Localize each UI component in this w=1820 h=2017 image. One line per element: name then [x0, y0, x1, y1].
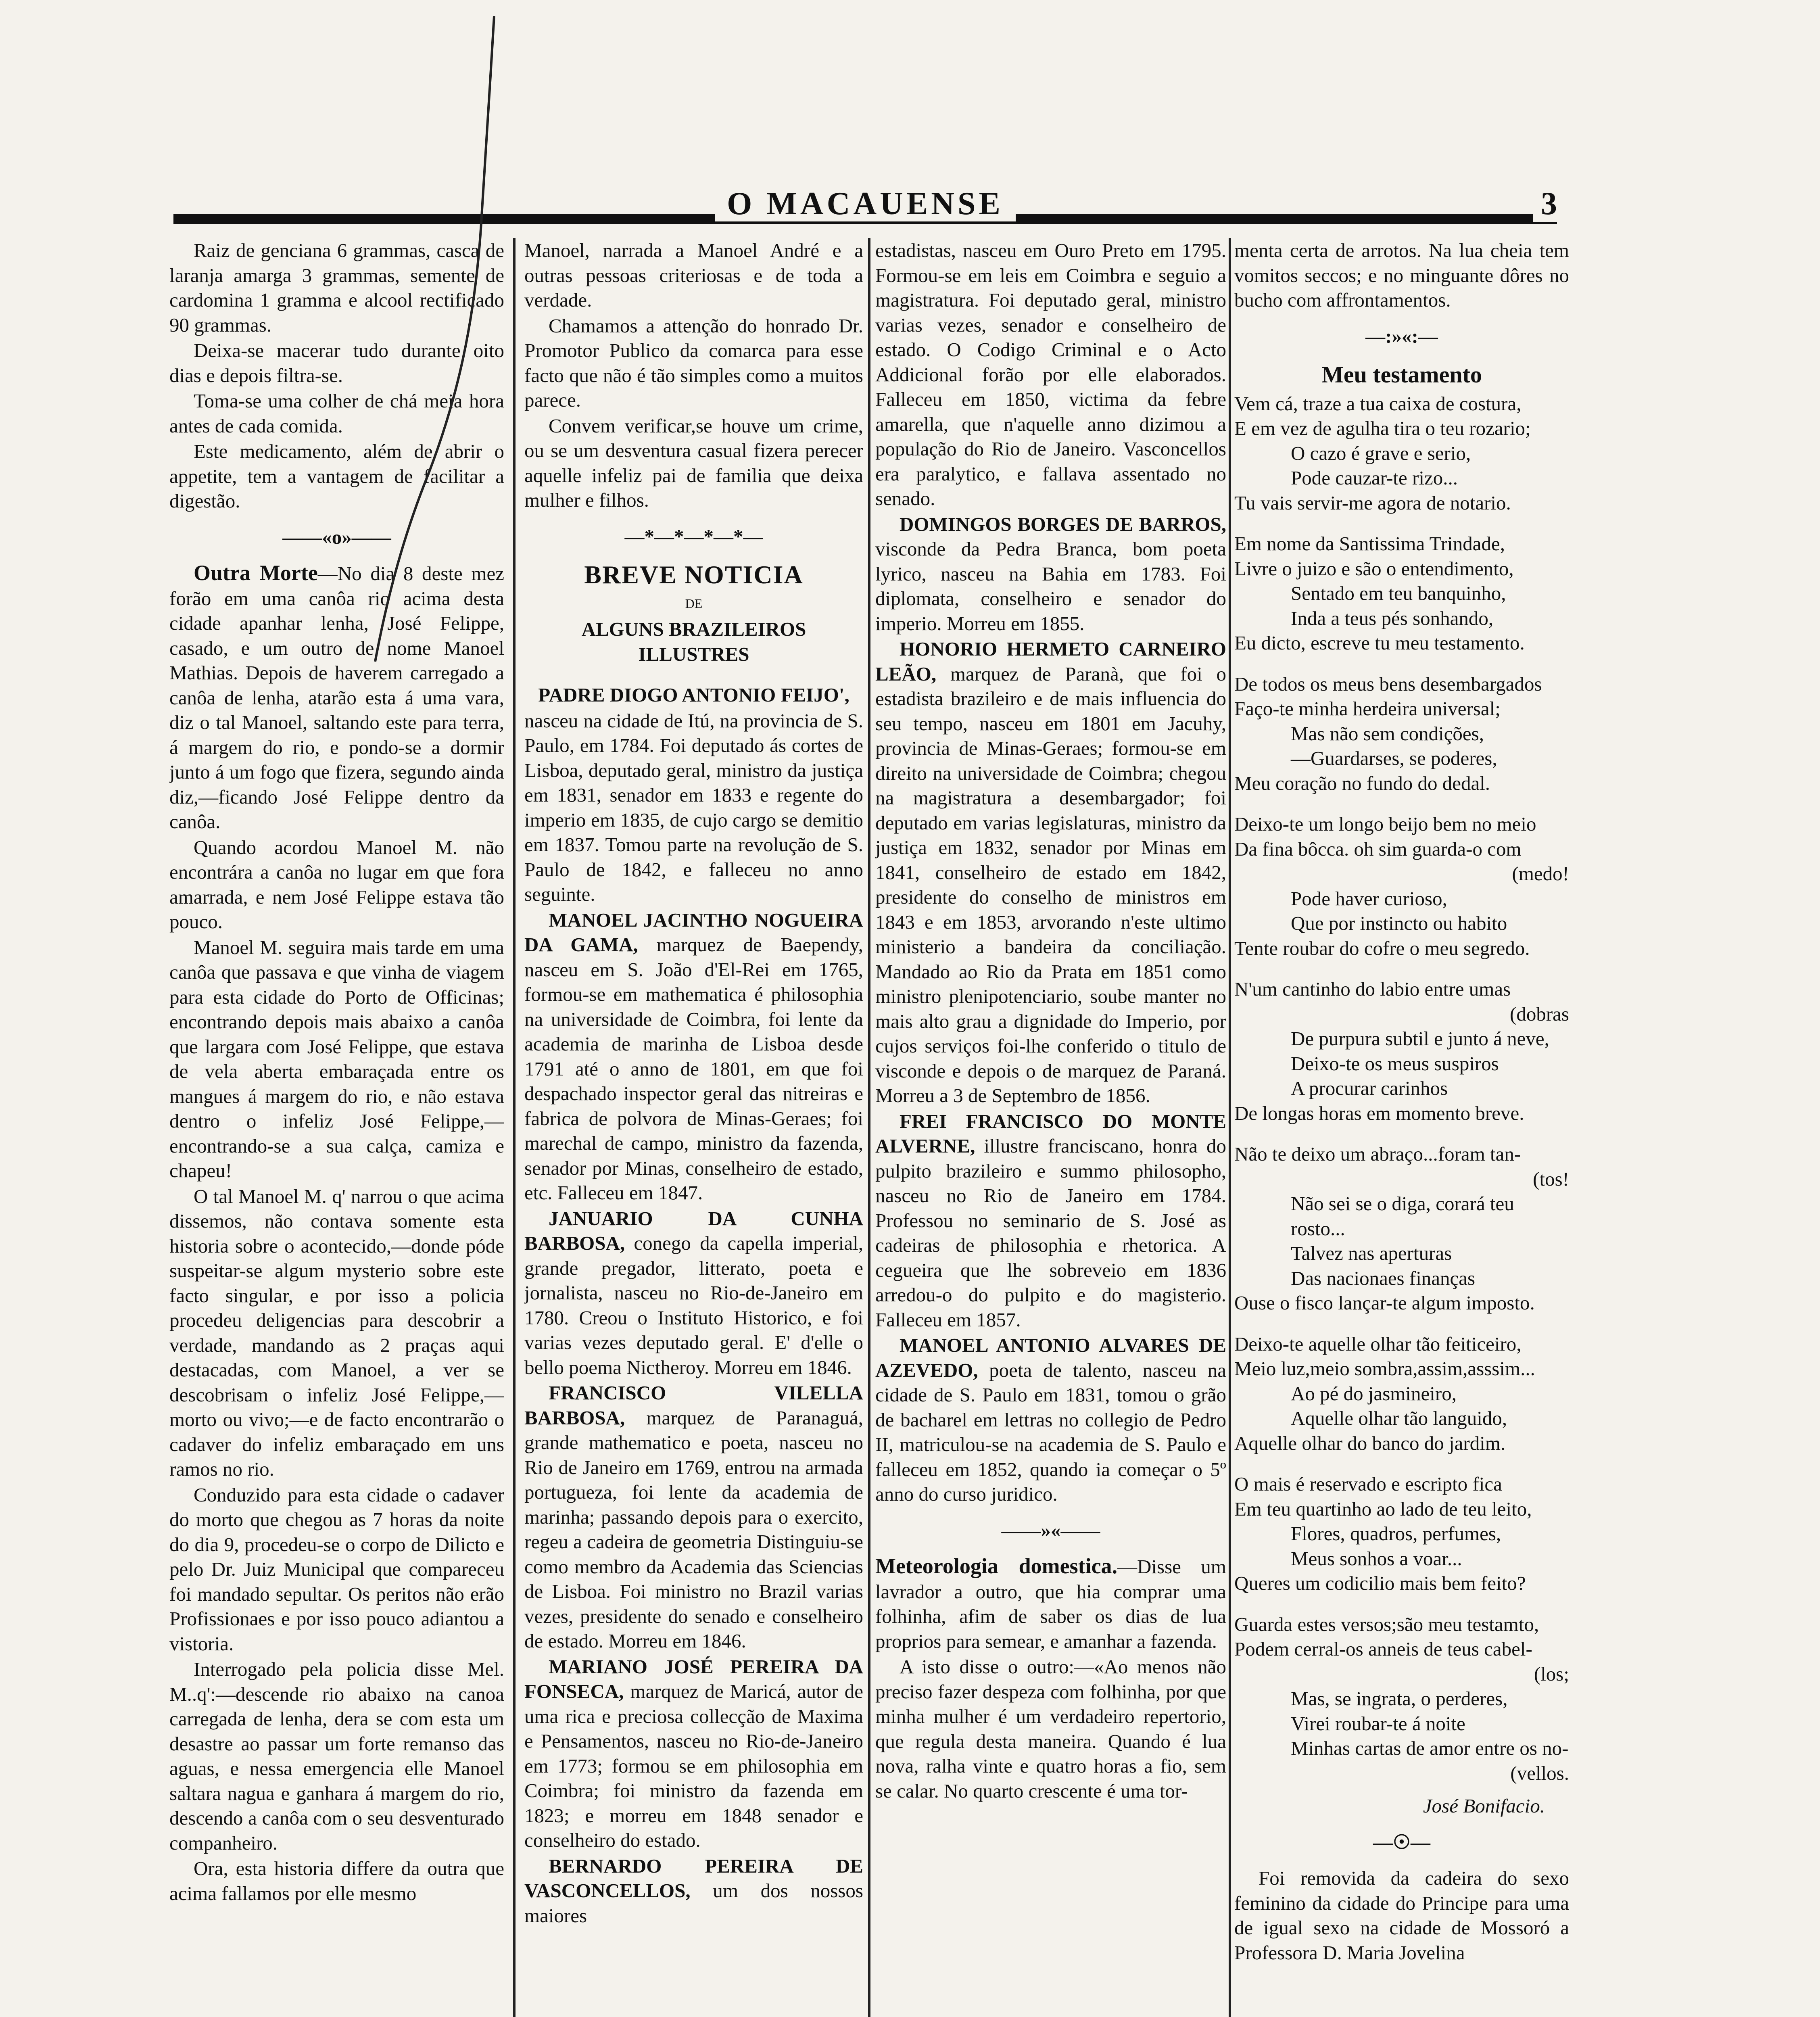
- stanza-gap: [1234, 515, 1569, 531]
- paragraph: Este medicamento, além de abrir o appetite, tem a vantagem de facilitar a digestão.: [169, 440, 504, 512]
- column-4: [1234, 238, 1569, 2017]
- poem-line: Meio luz,meio sombra,assim,asssim...: [1234, 1357, 1535, 1380]
- entry-text: conego da capella imperial, grande pregador, litterato, poeta e jornalista, nasceu no Rio-de-Janeiro em 1780. Creou o Instituto Historico, e foi varias vezes deputado geral. E' d'elle o bello poema Nictheroy. Morreu em 1846.: [524, 1232, 863, 1378]
- entry-name: FREI FRANCISCO DO MONTE ALVERNE,: [875, 1110, 1226, 1157]
- column-2: [524, 238, 863, 2017]
- poem-line: Livre o juizo e são o entendimento,: [1234, 557, 1514, 580]
- poem-line: (vellos.: [1510, 1762, 1569, 1784]
- poem-line: O mais é reservado e escripto fica: [1234, 1473, 1502, 1495]
- paragraph: estadistas, nasceu em Ouro Preto em 1795. Formou-se em leis em Coimbra e seguio a magistratura. Foi deputado geral, ministro varias vezes, senador e conselheiro de estado. O Codigo Criminal e o Acto Addicional forão por elle elaborados. Falleceu em 1850, victima da febre amarella, que n'aquelle anno dizimou a população do Rio de Janeiro. Vasconcellos era paralytico, e fallava assentado no senado.: [875, 239, 1226, 509]
- poem-line: Meu coração no fundo do dedal.: [1234, 772, 1490, 794]
- stanza-gap: [1234, 796, 1569, 812]
- column-divider: [868, 238, 870, 2017]
- poem-line: Virei roubar-te á noite: [1291, 1712, 1465, 1735]
- separator: —☉—: [1373, 1831, 1430, 1853]
- poem-line: (medo!: [1512, 862, 1569, 885]
- entry-text: marquez de Baependy, nasceu em S. João d'El-Rei em 1765, formou-se em mathematica é philosophia na universidade de Coimbra, foi lente da academia de marinha de Lisboa desde 1791 até o anno de 1801, em que foi despachado inspector geral das nitreiras e fabrica de polvora de Minas-Geraes; foi marechal de campo, ministro da fazenda, senador por Minas, conselheiro de estado, etc. Falleceu em 1847.: [524, 933, 863, 1204]
- poem-line: Mas não sem condições,: [1291, 722, 1484, 745]
- poem-line: Da fina bôcca. oh sim guarda-o com: [1234, 837, 1522, 860]
- poem-line: De purpura subtil e junto á neve,: [1291, 1027, 1549, 1050]
- page-number: 3: [1533, 186, 1557, 222]
- separator: ——»«——: [1001, 1519, 1100, 1541]
- article-meteorologia: [875, 1554, 1226, 1654]
- entry: [875, 1333, 1226, 1507]
- column-divider: [513, 238, 516, 2017]
- poem-line: Vem cá, traze a tua caixa de costura,: [1234, 392, 1522, 415]
- poem-signature: José Bonifacio.: [1423, 1795, 1545, 1817]
- poem-line: Tu vais servir-me agora de notario.: [1234, 491, 1511, 514]
- paragraph: Chamamos a attenção do honrado Dr. Promotor Publico da comarca para esse facto que não é tão simples como a muitos parece.: [524, 314, 863, 411]
- paragraph: O tal Manoel M. q' narrou o que acima dissemos, não contava somente esta historia sobre o acontecido,—donde póde suspeitar-se algum mysterio sobre este facto singular, e por isso a policia procedeu deligencias para descobrir a verdade, mandando as 2 praças aqui destacadas, com Manoel, a ver se descobrisam o infeliz José Felippe,—morto ou vivo;—e de facto encontrarão o cadaver do infeliz embaraçado em uns ramos no rio.: [169, 1185, 504, 1480]
- poem-line: Deixo-te um longo beijo bem no meio: [1234, 813, 1536, 835]
- poem-line: O cazo é grave e serio,: [1291, 442, 1471, 464]
- column-1: [169, 238, 504, 2017]
- paragraph: Manoel M. seguira mais tarde em uma canôa que passava e que vinha de viagem para esta cidade do Porto de Officinas; encontrando depois mais abaixo a canôa que largara com José Felippe, que estava de vela aberta embaraçada entre os mangues á margem do rio, e não estava dentro o infeliz José Felippe,—encontrando-se a sua calça, camiza e chapeu!: [169, 936, 504, 1182]
- separator: —:»«:—: [1365, 325, 1438, 347]
- paragraph: Manoel, narrada a Manoel André e a outras pessoas criteriosas e de toda a verdade.: [524, 239, 863, 311]
- poem-line: A procurar carinhos: [1291, 1077, 1448, 1099]
- poem-line: Podem cerral-os anneis de teus cabel-: [1234, 1638, 1532, 1660]
- poem-line: Tente roubar do cofre o meu segredo.: [1234, 937, 1530, 959]
- poem-line: Eu dicto, escreve tu meu testamento.: [1234, 632, 1525, 654]
- article-title: Outra Morte: [194, 561, 318, 585]
- stanza-gap: [1234, 656, 1569, 672]
- poem-line: Meus sonhos a voar...: [1291, 1547, 1462, 1570]
- poem-line: Pode cauzar-te rizo...: [1291, 467, 1458, 489]
- entry: [875, 637, 1226, 1108]
- poem-line: (tos!: [1533, 1167, 1569, 1190]
- entry-name: DOMINGOS BORGES DE BARROS,: [900, 513, 1226, 535]
- poem-line: Que por instincto ou habito: [1291, 912, 1507, 934]
- column-3: [875, 238, 1226, 2017]
- column-divider: [1229, 238, 1231, 2017]
- entry-text: nasceu na cidade de Itú, na provincia de S. Paulo, em 1784. Foi deputado ás cortes de Lisboa, deputado geral, ministro da justiça em 1831, senador em 1833 e regente do imperio em 1835, de cujo cargo se demitio em 1837. Tomou parte na revolução de S. Paulo de 1842, e falleceu no anno seguinte.: [524, 709, 863, 905]
- paragraph: menta certa de arrotos. Na lua cheia tem vomitos seccos; e no minguante dôres no bucho com affrontamentos.: [1234, 239, 1569, 311]
- poem-line: De longas horas em momento breve.: [1234, 1102, 1524, 1124]
- poem-line: Não te deixo um abraço...foram tan-: [1234, 1143, 1521, 1165]
- paragraph: Convem verificar,se houve um crime, ou se um desventura casual fizera perecer aquelle infeliz pai de familia que deixa mulher e filhos.: [524, 414, 863, 511]
- article-title: Meteorologia domestica.: [875, 1554, 1118, 1578]
- poem: [1234, 391, 1569, 1786]
- poem-line: Pode haver curioso,: [1291, 887, 1447, 910]
- entry-name: MANOEL JACINTHO NOGUEIRA DA GAMA,: [524, 908, 863, 956]
- section-subtitle-de: DE: [685, 596, 703, 611]
- poem-line: (los;: [1534, 1662, 1569, 1685]
- entry: [524, 1380, 863, 1654]
- entry: [875, 1109, 1226, 1332]
- entry-name: MANOEL ANTONIO ALVARES DE AZEVEDO,: [875, 1334, 1226, 1381]
- poem-line: De todos os meus bens desembargados: [1234, 672, 1542, 695]
- entry-text: marquez de Paranà, que foi o estadista brazileiro e de mais influencia do seu tempo, nasceu em 1801 em Jacuhy, provincia de Minas-Geraes; formou-se em direito na universidade de Coimbra; chegou na magistratura a desembargador; foi deputado em varias legislaturas, ministro da justiça em 1832, senador por Minas em 1841, conselheiro de estado em 1842, presidente do conselho de ministros em 1843 e em 1853, arvorando n'este ultimo ministerio a bandeira da conciliação. Mandado ao Rio da Prata em 1851 como ministro plenipotenciario, soube manter no mais alto grau a dignidade do Imperio, por cujos serviços foi-lhe conferido o titulo de visconde e depois o de marquez de Paraná. Morreu a 3 de Septembro de 1856.: [875, 662, 1226, 1107]
- entry: [875, 512, 1226, 636]
- paragraph: Interrogado pela policia disse Mel. M..q':—descende rio abaixo na canoa carregada de lenha, dera se com esta um desastre ao passar um forte remanso das aguas, e nessa emergencia elle Manoel saltara nagua e ganhara á margem do rio, descendo a canôa com o seu desventurado companheiro.: [169, 1658, 504, 1854]
- separator: —*—*—*—*—: [624, 525, 763, 547]
- poem-line: Sentado em teu banquinho,: [1291, 582, 1506, 604]
- poem-line: Ao pé do jasmineiro,: [1291, 1382, 1457, 1405]
- poem-line: Aquelle olhar do banco do jardim.: [1234, 1432, 1506, 1454]
- stanza-gap: [1234, 1596, 1569, 1612]
- poem-line: Guarda estes versos;são meu testamto,: [1234, 1613, 1539, 1635]
- poem-line: Deixo-te aquelle olhar tão feiticeiro,: [1234, 1332, 1522, 1355]
- entry-text: poeta de talento, nasceu na cidade de S. Paulo em 1831, tomou o grão de bacharel em lettras no collegio de Pedro II, matriculou-se na academia de S. Paulo e falleceu em 1852, quando ia começar o 5º anno do curso juridico.: [875, 1359, 1226, 1505]
- poem-line: Em teu quartinho ao lado de teu leito,: [1234, 1497, 1532, 1520]
- entry-name: BERNARDO PEREIRA DE VASCONCELLOS,: [524, 1854, 863, 1902]
- entry: [524, 1206, 863, 1380]
- entry-name: MARIANO JOSÉ PEREIRA DA FONSECA,: [524, 1655, 863, 1702]
- article-lead: —No dia 8 deste mez forão em uma canôa rio acima desta cidade apanhar lenha, José Felippe, casado, e um outro de nome Manoel Mathias. Depois de haverem carregado a canôa de lenha, atarão esta á uma vara, diz o tal Manoel, saltando este para terra, á margem do rio, e pondo-se a dormir junto á um fogo que fizera, segundo ainda diz,—ficando José Felippe dentro da canôa.: [169, 562, 504, 833]
- paragraph: Foi removida da cadeira do sexo feminino da cidade do Principe para uma de igual sexo na cidade de Mossoró a Professora D. Maria Jovelina: [1234, 1867, 1569, 1964]
- poem-line: Em nome da Santissima Trindade,: [1234, 532, 1505, 555]
- poem-line: N'um cantinho do labio entre umas: [1234, 978, 1511, 1000]
- masthead: [173, 186, 1557, 230]
- entry-text: marquez de Maricá, autor de uma rica e preciosa collecção de Maxima e Pensamentos, nasceu no Rio-de-Janeiro em 1773; formou se em philosophia em Coimbra; foi ministro da fazenda em 1823; e morreu em 1848 senador e conselheiro do estado.: [524, 1680, 863, 1851]
- paragraph: A isto disse o outro:—«Ao menos não preciso fazer despeza com folhinha, por que minha mulher é um verdadeiro repertorio, que regula desta maneira. Quando é lua nova, ralha vinte e quatro horas a fio, sem se calar. No quarto crescente é uma tor-: [875, 1656, 1226, 1802]
- paragraph: Raiz de genciana 6 grammas, casca de laranja amarga 3 grammas, semente de cardomina 1 gramma e alcool rectificado 90 grammas.: [169, 239, 504, 336]
- section-title: BREVE NOTICIA: [584, 560, 804, 589]
- masthead-title: O MACAUENSE: [173, 186, 1557, 222]
- paragraph: Conduzido para esta cidade o cadaver do morto que chegou as 7 horas da noite do dia 9, procedeu-se o corpo de Dilicto e pelo Dr. Juiz Municipal que compareceu foi mandado sepultar. Os peritos não erão Profissionaes e por isso pouco adiantou a vistoria.: [169, 1483, 504, 1655]
- stanza-gap: [1234, 960, 1569, 977]
- entry-feijo-continued: [524, 908, 863, 1205]
- article-outra-morte: [169, 561, 504, 834]
- paragraph: Quando acordou Manoel M. não encontrára a canôa no lugar em que fora amarrada, e nem José Felippe estava tão pouco.: [169, 836, 504, 933]
- paragraph: Ora, esta historia differe da outra que acima fallamos por elle mesmo: [169, 1857, 504, 1904]
- entry: [524, 1854, 863, 1928]
- poem-line: Faço-te minha herdeira universal;: [1234, 697, 1501, 720]
- poem-line: Minhas cartas de amor entre os no-: [1291, 1737, 1569, 1759]
- entry-text: visconde da Pedra Branca, bom poeta lyrico, nasceu na Bahia em 1783. Foi diplomata, conselheiro e senador do imperio. Morreu em 1855.: [875, 538, 1226, 635]
- poem-line: Mas, se ingrata, o perderes,: [1291, 1687, 1508, 1710]
- entry-text: marquez de Paranaguá, grande mathematico e poeta, nasceu no Rio de Janeiro em 1769, entrou na armada portugueza, foi lente da academia de marinha; passando depois para o exercito, regeu a cadeira de geometria Distinguiu-se como membro da Academia das Sciencias de Lisboa. Foi ministro no Brazil varias vezes, presidente do senado e conselheiro de estado. Morreu em 1846.: [524, 1406, 863, 1652]
- stanza-gap: [1234, 1455, 1569, 1472]
- section-subtitle: ALGUNS BRAZILEIROS ILLUSTRES: [581, 618, 806, 665]
- poem-line: —Guardarses, se poderes,: [1291, 747, 1497, 769]
- poem-line: Das nacionaes finanças: [1291, 1267, 1476, 1289]
- entry-name: PADRE DIOGO ANTONIO FEIJO',: [538, 684, 849, 706]
- entry: [524, 1654, 863, 1853]
- poem-title: Meu testamento: [1321, 361, 1482, 388]
- poem-line: Flores, quadros, perfumes,: [1291, 1522, 1501, 1545]
- article-lead: —Disse um lavrador a outro, que hia comprar uma folhinha, afim de saber os dias de lua proprios para semear, e amanhar a fazenda.: [875, 1556, 1226, 1652]
- poem-line: Não sei se o diga, corará teu rosto...: [1291, 1192, 1514, 1240]
- stanza-gap: [1234, 1315, 1569, 1332]
- poem-line: Aquelle olhar tão languido,: [1291, 1407, 1507, 1429]
- separator: ——«o»——: [282, 526, 391, 548]
- poem-line: Ouse o fisco lançar-te algum imposto.: [1234, 1292, 1535, 1314]
- stanza-gap: [1234, 1125, 1569, 1142]
- entry-text: um dos nossos maiores: [524, 1879, 863, 1927]
- paragraph: Toma-se uma colher de chá meia hora antes de cada comida.: [169, 390, 504, 437]
- poem-line: (dobras: [1510, 1002, 1569, 1025]
- entry-name: FRANCISCO VILELLA BARBOSA,: [524, 1382, 863, 1429]
- paragraph: Deixa-se macerar tudo durante oito dias e depois filtra-se.: [169, 339, 504, 386]
- entry-name: JANUARIO DA CUNHA BARBOSA,: [524, 1207, 863, 1254]
- poem-line: Queres um codicilio mais bem feito?: [1234, 1572, 1526, 1594]
- poem-line: Deixo-te os meus suspiros: [1291, 1052, 1499, 1075]
- poem-line: Talvez nas aperturas: [1291, 1242, 1452, 1264]
- entry-name: HONORIO HERMETO CARNEIRO LEÃO,: [875, 638, 1226, 685]
- entry-text: illustre franciscano, honra do pulpito brazileiro e summo philosopho, nasceu no Rio de Janeiro em 1784. Professou no seminario de S. José as cadeiras de philosophia e rhetorica. A cegueira que lhe sobreveio em 1836 arredou-o do pulpito e do magisterio. Falleceu em 1857.: [875, 1135, 1226, 1331]
- poem-line: Inda a teus pés sonhando,: [1291, 607, 1494, 629]
- poem-line: E em vez de agulha tira o teu rozario;: [1234, 417, 1531, 439]
